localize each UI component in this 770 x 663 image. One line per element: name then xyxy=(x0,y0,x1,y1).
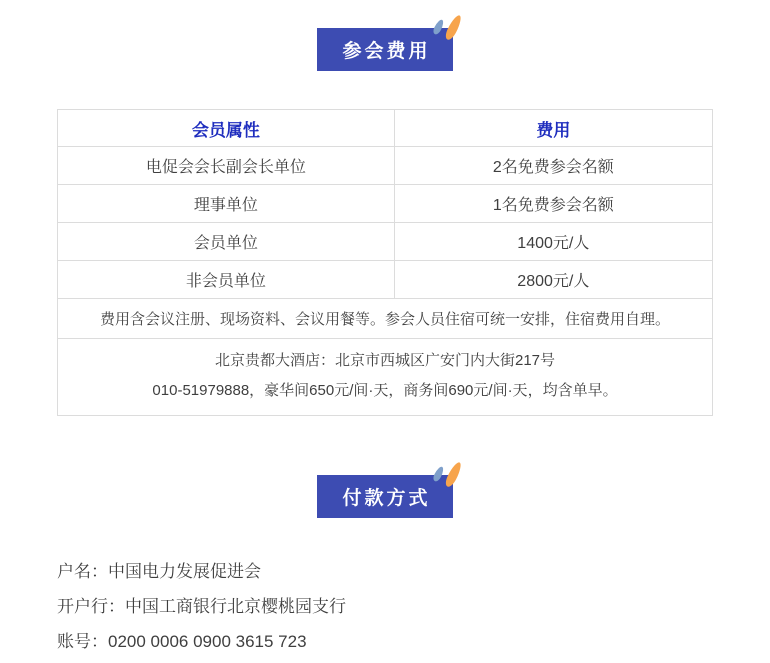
fees-table-header-row xyxy=(58,110,713,147)
fee-cell: 2名免费参会名额 xyxy=(394,147,712,185)
fee-cell: 2800元/人 xyxy=(394,261,712,299)
member-type-cell: 电促会会长副会长单位 xyxy=(58,147,395,185)
fees-table-body xyxy=(58,147,713,416)
fee-row xyxy=(58,185,713,223)
payment-details xyxy=(57,561,770,652)
accent-slash-blue-icon xyxy=(432,465,446,482)
article-page xyxy=(0,28,770,663)
fees-table-head xyxy=(58,110,713,147)
fees-table xyxy=(57,109,713,416)
payment-section-badge xyxy=(317,475,453,518)
member-type-cell: 会员单位 xyxy=(58,223,395,261)
member-attribute-column-header: 会员属性 xyxy=(58,110,395,147)
account-name-line: 户名：中国电力发展促进会 xyxy=(57,562,261,581)
fee-row xyxy=(58,223,713,261)
fees-section-badge xyxy=(317,28,453,71)
payment-section xyxy=(0,475,770,652)
fee-cell: 1400元/人 xyxy=(394,223,712,261)
fees-note-text: 费用含会议注册、现场资料、会议用餐等。参会人员住宿可统一安排，住宿费用自理。 xyxy=(58,299,713,339)
bank-branch-line: 开户行：中国工商银行北京樱桃园支行 xyxy=(57,597,346,616)
accent-slash-orange-icon xyxy=(443,460,463,488)
accent-slash-blue-icon xyxy=(432,18,446,35)
hotel-info-row xyxy=(58,339,713,416)
fee-row xyxy=(58,147,713,185)
account-number-line: 账号：0200 0006 0900 3615 723 xyxy=(57,632,307,651)
fee-column-header: 费用 xyxy=(394,110,712,147)
hotel-info-cell xyxy=(58,339,713,416)
fees-section-title: 参会费用 xyxy=(342,41,431,62)
hotel-phone-rates-line: 010-51979888，豪华间650元/间·天，商务间690元/间·天，均含单早。 xyxy=(152,382,618,399)
fees-note-row xyxy=(58,299,713,339)
hotel-address-line: 北京贵都大酒店：北京市西城区广安门内大街217号 xyxy=(214,352,556,369)
accent-slash-orange-icon xyxy=(443,13,463,41)
fee-cell: 1名免费参会名额 xyxy=(394,185,712,223)
payment-section-title: 付款方式 xyxy=(342,488,431,509)
fee-row xyxy=(58,261,713,299)
member-type-cell: 理事单位 xyxy=(58,185,395,223)
fees-section xyxy=(0,28,770,416)
member-type-cell: 非会员单位 xyxy=(58,261,395,299)
